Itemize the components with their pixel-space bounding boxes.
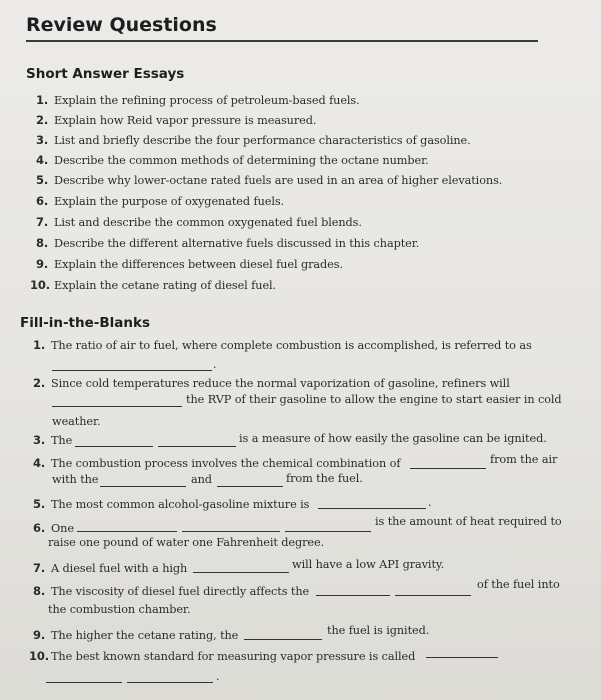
fill-question-4-fuel: from the fuel. [286,472,363,485]
blank-3a[interactable] [75,446,153,447]
fill-question-3-rest: is a measure of how easily the gasoline can be ignited. [239,432,547,445]
fill-question-5: 5. The most common alcohol-gasoline mixture is [33,497,310,511]
fill-question-6-line2: raise one pound of water one Fahrenheit degree. [48,536,325,549]
page-title: Review Questions [26,14,217,36]
blank-4c[interactable] [217,486,283,487]
fill-in-heading: Fill-in-the-Blanks [20,315,151,331]
fill-question-4-with: with the [52,473,99,486]
blank-4a[interactable] [410,468,486,469]
blank-1[interactable] [52,370,212,371]
blank-3b[interactable] [158,446,236,447]
essay-question-2: 2. Explain how Reid vapor pressure is measured. [36,113,317,127]
fill-question-2-line3: weather. [52,415,101,428]
fill-question-3: 3. The [33,433,73,447]
essay-question-4: 4. Describe the common methods of determining the octane number. [36,153,429,167]
fill-question-6-rest: is the amount of heat required to [375,515,562,528]
blank-7[interactable] [193,572,289,573]
fill-question-1: 1. The ratio of air to fuel, where complete combustion is accomplished, is referred to as [33,338,532,352]
essay-question-3: 3. List and briefly describe the four performance characteristics of gasoline. [36,133,471,147]
fill-question-8-line2: the combustion chamber. [48,603,191,616]
fill-question-10: 10. The best known standard for measuring vapor pressure is called [29,649,416,663]
fill-question-7-rest: will have a low API gravity. [292,558,445,571]
fill-question-9-rest: the fuel is ignited. [327,624,430,637]
title-divider [26,40,538,42]
fill-question-7: 7. A diesel fuel with a high [33,561,188,575]
blank-9[interactable] [244,639,322,640]
fill-question-2-line2: the RVP of their gasoline to allow the engine to start easier in cold [186,393,562,406]
essay-question-9: 9. Explain the differences between diesel fuel grades. [36,257,343,271]
blank-5[interactable] [318,508,426,509]
essay-question-6: 6. Explain the purpose of oxygenated fuels. [36,194,285,208]
blank-8b[interactable] [395,595,471,596]
essay-question-8: 8. Describe the different alternative fuels discussed in this chapter. [36,236,420,250]
blank-8a[interactable] [316,595,390,596]
fill-question-8: 8. The viscosity of diesel fuel directly affects the [33,584,310,598]
fill-question-9: 9. The higher the cetane rating, the [33,628,239,642]
blank-10c[interactable] [127,682,213,683]
essay-question-7: 7. List and describe the common oxygenated fuel blends. [36,215,362,229]
fill-question-2-line1: 2. Since cold temperatures reduce the normal vaporization of gasoline, refiners will [33,376,510,390]
essay-question-10: 10. Explain the cetane rating of diesel fuel. [30,278,277,292]
essay-question-1: 1. Explain the refining process of petroleum-based fuels. [36,93,360,107]
blank-6b[interactable] [182,531,280,532]
fill-question-4-and: and [191,473,212,486]
blank-6c[interactable] [285,531,371,532]
blank-10a[interactable] [426,657,498,658]
blank-4b[interactable] [100,486,186,487]
essay-question-5: 5. Describe why lower-octane rated fuels are used in an area of higher elevations. [36,173,503,187]
short-answer-heading: Short Answer Essays [26,66,185,82]
blank-2[interactable] [52,406,182,407]
blank-10b[interactable] [46,682,122,683]
fill-question-6: 6. One [33,521,74,535]
fill-question-4: 4. The combustion process involves the chemical combination of [33,456,401,470]
fill-question-8-rest: of the fuel into [477,578,560,591]
blank-6a[interactable] [77,531,177,532]
fill-question-4-air: from the air [490,453,558,466]
